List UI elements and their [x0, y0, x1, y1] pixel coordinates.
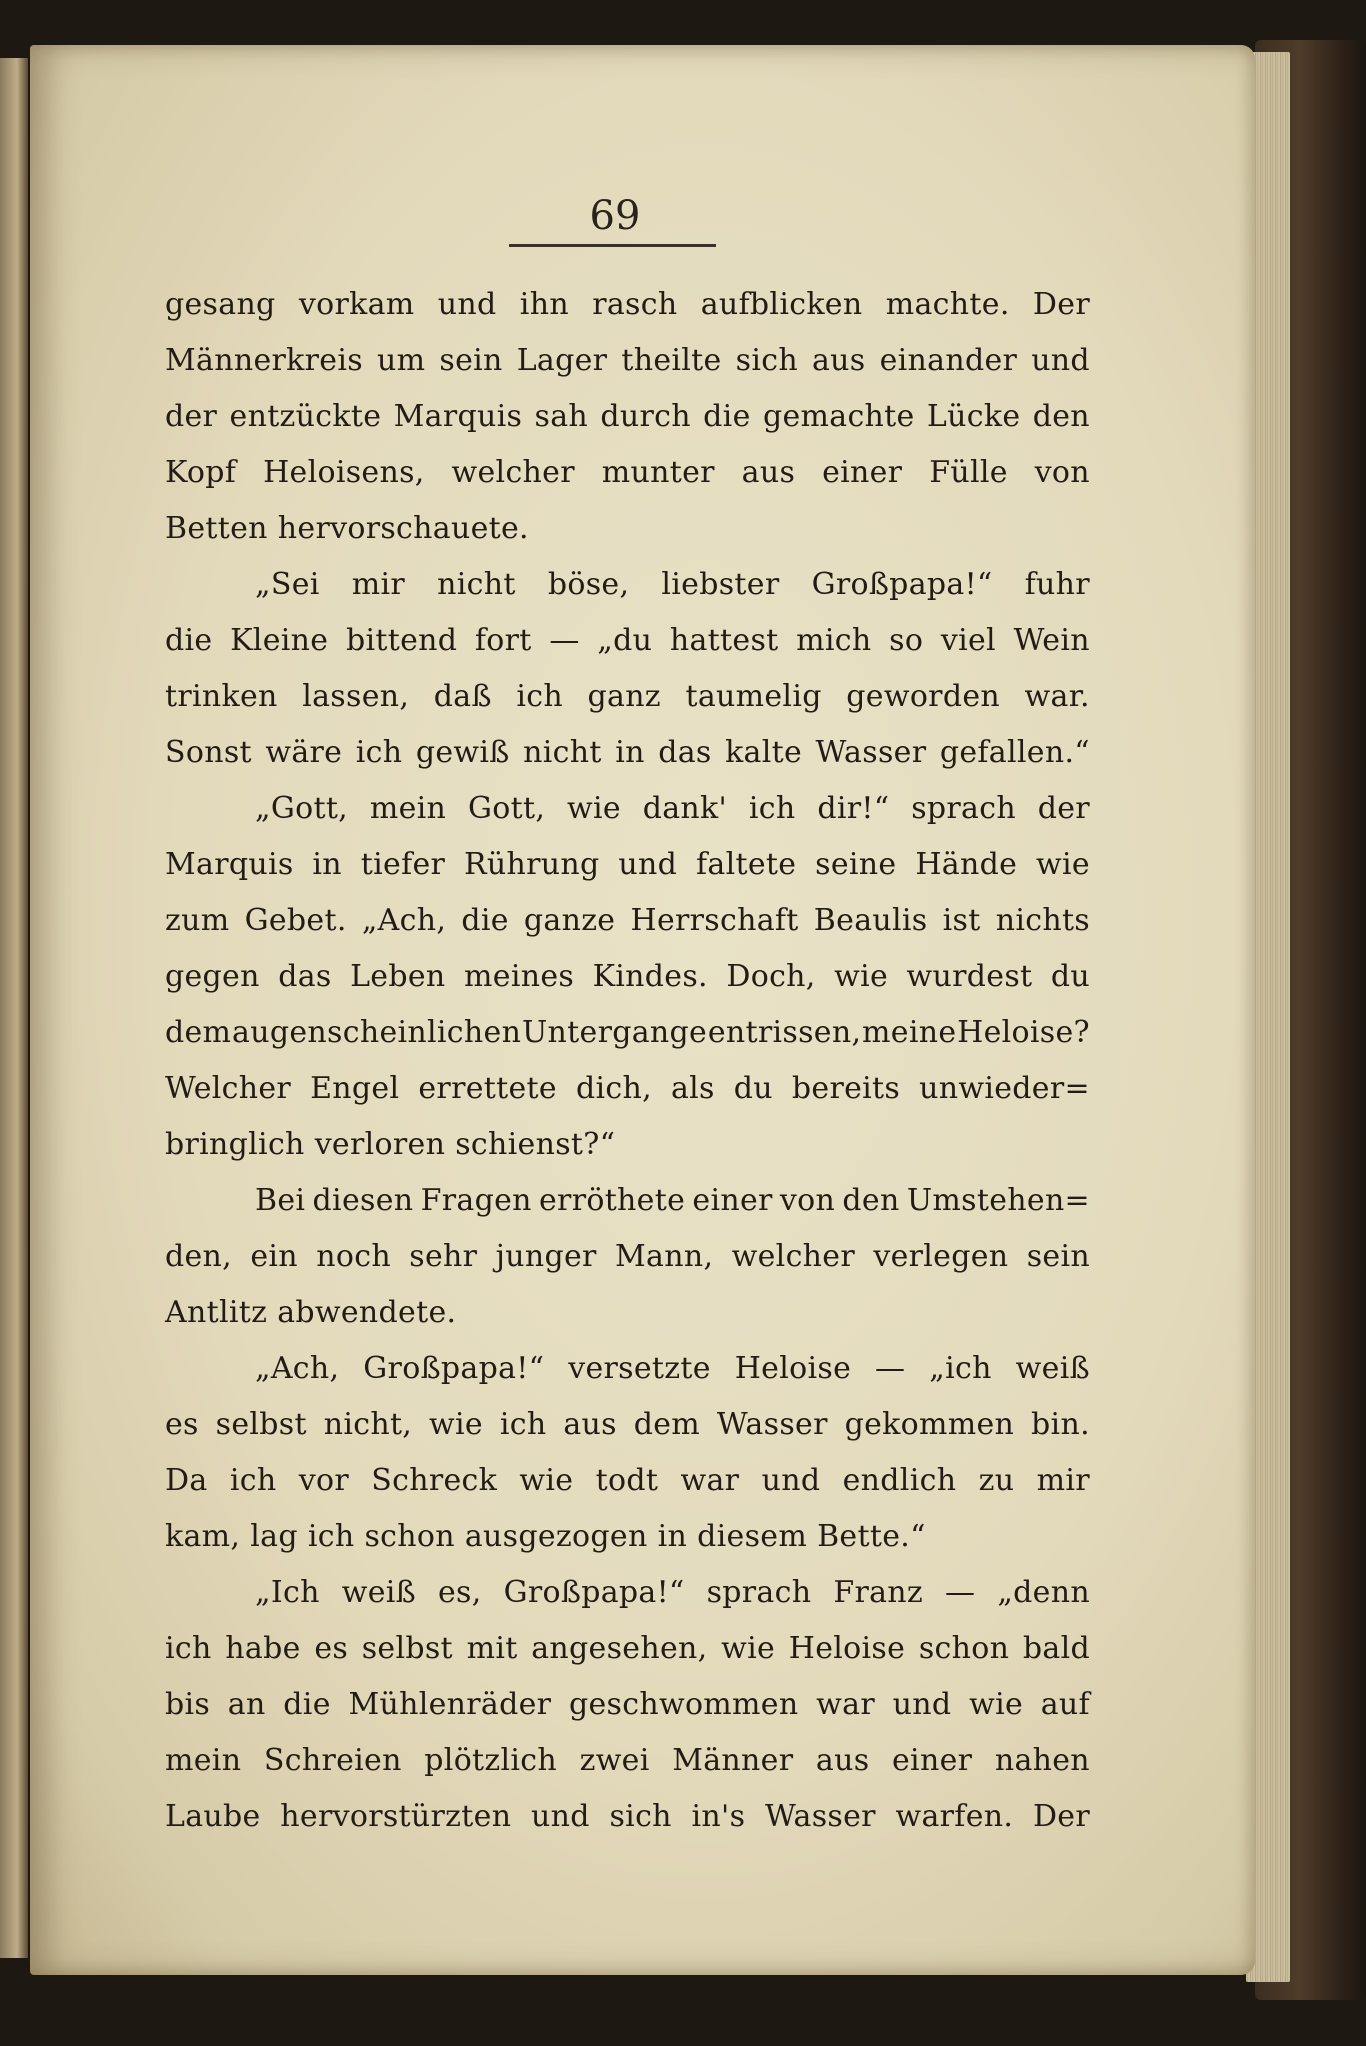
- word: aufblicken: [700, 287, 863, 322]
- word: mit: [466, 1631, 518, 1666]
- word: selbst: [215, 1407, 307, 1442]
- word: diesen: [312, 1183, 414, 1218]
- word: sprach: [911, 791, 1016, 826]
- word: mir: [1036, 1463, 1090, 1498]
- word: aus: [563, 1407, 617, 1442]
- word: gekommen: [844, 1407, 1015, 1442]
- word: Doch,: [726, 959, 816, 994]
- word: nichts: [995, 903, 1090, 938]
- word: sein: [1026, 1239, 1090, 1274]
- word: Der: [1032, 1799, 1090, 1834]
- word: Männerkreis: [165, 343, 363, 378]
- word: fuhr: [1024, 567, 1090, 602]
- word: Fülle: [929, 455, 1008, 490]
- word: Fragen: [420, 1183, 532, 1218]
- word: und: [531, 1799, 590, 1834]
- word: mein: [369, 791, 447, 826]
- word: nicht: [523, 735, 602, 770]
- word: Schreien: [263, 1743, 402, 1778]
- word: mein: [165, 1743, 242, 1778]
- word: lag: [250, 1519, 298, 1554]
- word: Herrschaft: [630, 903, 799, 938]
- word: liebster: [661, 567, 780, 602]
- word: die: [165, 623, 213, 658]
- word: wie: [429, 1407, 483, 1442]
- word: Hände: [915, 847, 1018, 882]
- text-line: [165, 1061, 1090, 1117]
- word: „ich: [929, 1351, 992, 1386]
- word: Großpapa!“: [811, 567, 993, 602]
- text-line: [165, 277, 1090, 333]
- text-line: [165, 501, 1090, 557]
- word: habe: [225, 1631, 301, 1666]
- word: Der: [1032, 287, 1090, 322]
- word: Kleine: [230, 623, 329, 658]
- word: munter: [601, 455, 715, 490]
- word: ich: [307, 1519, 355, 1554]
- word: in's: [691, 1799, 746, 1834]
- word: es: [314, 1631, 349, 1666]
- word: „Ach,: [255, 1351, 340, 1386]
- word: wie: [721, 1631, 776, 1666]
- word: in: [615, 735, 645, 770]
- word: von: [1034, 455, 1090, 490]
- word: Mühlenräder: [348, 1687, 552, 1722]
- word: taumelig: [685, 679, 822, 714]
- word: „denn: [997, 1575, 1090, 1610]
- text-line: [165, 1285, 1090, 1341]
- word: wie: [969, 1687, 1024, 1722]
- word: den: [842, 1183, 900, 1218]
- word: entzückte: [229, 399, 382, 434]
- word: todt: [595, 1463, 659, 1498]
- word: sein: [439, 343, 503, 378]
- word: um: [376, 343, 426, 378]
- word: versetzte: [568, 1351, 711, 1386]
- word: Kindes.: [592, 959, 708, 994]
- word: meine: [862, 1015, 957, 1050]
- text-line: [165, 949, 1090, 1005]
- word: auf: [1040, 1687, 1090, 1722]
- word: schon: [364, 1519, 455, 1554]
- word: unwieder=: [919, 1071, 1090, 1106]
- word: wie: [834, 959, 889, 994]
- word: junger: [495, 1239, 597, 1274]
- word: trinken: [165, 679, 278, 714]
- word: so: [889, 623, 924, 658]
- text-line: [165, 613, 1090, 669]
- word: war.: [1024, 679, 1090, 714]
- word: Wasser: [815, 735, 927, 770]
- page-number-rule: [509, 244, 716, 247]
- book-page: [30, 45, 1255, 1975]
- word: ich: [499, 1407, 547, 1442]
- word: „du: [597, 623, 653, 658]
- word: sich: [609, 1799, 672, 1834]
- word: einer: [892, 1743, 973, 1778]
- word: in: [312, 847, 342, 882]
- word: gegen: [165, 959, 260, 994]
- word: Umstehen=: [906, 1183, 1090, 1218]
- word: bin.: [1031, 1407, 1090, 1442]
- text-line: [165, 1453, 1090, 1509]
- word: —: [945, 1575, 976, 1610]
- word: verlegen: [873, 1239, 1009, 1274]
- word: theilte: [621, 343, 722, 378]
- word: wie: [519, 1463, 574, 1498]
- word: die: [283, 1687, 331, 1722]
- word: ich: [355, 735, 403, 770]
- word: Kopf: [165, 455, 237, 490]
- word: ich: [748, 791, 796, 826]
- word: dich,: [575, 1071, 652, 1106]
- word: bis: [165, 1687, 211, 1722]
- word: den,: [165, 1239, 233, 1274]
- word: Heloise: [734, 1351, 852, 1386]
- word: ich: [516, 679, 563, 714]
- word: nicht: [437, 567, 516, 602]
- word: gemachte: [762, 399, 915, 434]
- word: schon: [918, 1631, 1010, 1666]
- word: wurdest: [906, 959, 1033, 994]
- word: hattest: [669, 623, 779, 658]
- word: ist: [942, 903, 981, 938]
- word: Heloise: [788, 1631, 906, 1666]
- word: du: [733, 1071, 773, 1106]
- word: vorkam: [298, 287, 415, 322]
- text-line: [165, 557, 1090, 613]
- word: aus: [812, 343, 866, 378]
- word: in: [657, 1519, 688, 1554]
- word: entrissen,: [707, 1015, 862, 1050]
- word: dank': [642, 791, 728, 826]
- word: fort: [474, 623, 532, 658]
- word: dir!“: [817, 791, 890, 826]
- word: von: [779, 1183, 836, 1218]
- word: es: [165, 1407, 199, 1442]
- word: verloren: [314, 1127, 446, 1162]
- word: Marquis: [165, 847, 294, 882]
- word: aus: [815, 1743, 870, 1778]
- word: ganze: [523, 903, 616, 938]
- word: nahen: [994, 1743, 1090, 1778]
- word: Franz: [833, 1575, 923, 1610]
- word: „Gott,: [255, 791, 349, 826]
- word: rasch: [592, 287, 678, 322]
- text-line: [165, 1621, 1090, 1677]
- word: mich: [796, 623, 872, 658]
- word: lassen,: [302, 679, 410, 714]
- word: abwendete.: [277, 1295, 457, 1330]
- text-line: [165, 1509, 1090, 1565]
- word: schienst?“: [455, 1127, 616, 1162]
- word: an: [227, 1687, 266, 1722]
- text-line: [165, 1005, 1090, 1061]
- word: endlich: [842, 1463, 957, 1498]
- word: Großpapa!“: [503, 1575, 685, 1610]
- word: böse,: [547, 567, 630, 602]
- word: sprach: [706, 1575, 812, 1610]
- word: war: [680, 1463, 740, 1498]
- word: Engel: [310, 1071, 400, 1106]
- word: geschwommen: [568, 1687, 799, 1722]
- word: ich: [229, 1463, 277, 1498]
- text-line: [165, 1733, 1090, 1789]
- word: Heloise?: [957, 1015, 1090, 1050]
- word: plötzlich: [424, 1743, 558, 1778]
- word: ich: [165, 1631, 212, 1666]
- text-line: [165, 1397, 1090, 1453]
- word: diesem: [697, 1519, 808, 1554]
- text-line: [165, 333, 1090, 389]
- word: Marquis: [393, 399, 523, 434]
- body-text: [165, 277, 1090, 1845]
- word: und: [437, 287, 497, 322]
- word: daß: [433, 679, 492, 714]
- word: angesehen,: [531, 1631, 708, 1666]
- word: Da: [165, 1463, 208, 1498]
- word: Bette.“: [817, 1519, 926, 1554]
- word: Beaulis: [813, 903, 928, 938]
- word: noch: [316, 1239, 391, 1274]
- word: hervorstürzten: [280, 1799, 512, 1834]
- word: Rührung: [464, 847, 600, 882]
- word: sich: [735, 343, 798, 378]
- word: faltete: [696, 847, 797, 882]
- word: zum: [165, 903, 230, 938]
- word: seine: [815, 847, 897, 882]
- word: Gott,: [467, 791, 546, 826]
- text-line: [165, 1117, 1090, 1173]
- word: sah: [534, 399, 589, 434]
- word: Wein: [1013, 623, 1090, 658]
- text-line: [165, 1341, 1090, 1397]
- word: Lager: [516, 343, 608, 378]
- word: das: [278, 959, 332, 994]
- word: du: [1050, 959, 1090, 994]
- word: „Sei: [255, 567, 320, 602]
- word: kam,: [165, 1519, 241, 1554]
- word: Sonst: [165, 735, 252, 770]
- text-line: [165, 669, 1090, 725]
- word: Welcher: [165, 1071, 292, 1106]
- word: gefallen.“: [939, 735, 1090, 770]
- word: errettete: [418, 1071, 557, 1106]
- word: bringlich: [165, 1127, 305, 1162]
- text-line: [165, 1173, 1090, 1229]
- word: nicht,: [323, 1407, 413, 1442]
- word: augenscheinlichen: [232, 1015, 522, 1050]
- text-line: [165, 1565, 1090, 1621]
- word: vor: [298, 1463, 349, 1498]
- word: Heloisens,: [263, 455, 425, 490]
- word: durch: [600, 399, 691, 434]
- word: der: [165, 399, 218, 434]
- word: welcher: [451, 455, 575, 490]
- text-line: [165, 389, 1090, 445]
- word: war: [816, 1687, 875, 1722]
- word: Leben: [350, 959, 446, 994]
- word: gewiß: [415, 735, 510, 770]
- word: den: [1032, 399, 1090, 434]
- word: einer: [692, 1183, 773, 1218]
- word: geworden: [846, 679, 1000, 714]
- word: einer: [822, 455, 903, 490]
- word: sehr: [409, 1239, 478, 1274]
- word: einander: [879, 343, 1018, 378]
- word: kalte: [725, 735, 803, 770]
- word: ihn: [519, 287, 569, 322]
- word: viel: [940, 623, 996, 658]
- word: —: [549, 623, 580, 658]
- word: Wasser: [716, 1407, 828, 1442]
- text-line: [165, 837, 1090, 893]
- word: tiefer: [360, 847, 446, 882]
- word: bittend: [345, 623, 458, 658]
- word: die: [461, 903, 509, 938]
- word: weiß: [1015, 1351, 1090, 1386]
- word: der: [1037, 791, 1090, 826]
- word: als: [670, 1071, 715, 1106]
- text-line: [165, 1789, 1090, 1845]
- text-line: [165, 1229, 1090, 1285]
- text-line: [165, 781, 1090, 837]
- word: Mann,: [615, 1239, 714, 1274]
- word: weiß: [341, 1575, 416, 1610]
- word: Laube: [165, 1799, 261, 1834]
- word: welcher: [731, 1239, 855, 1274]
- word: dem: [633, 1407, 701, 1442]
- word: Großpapa!“: [363, 1351, 545, 1386]
- word: das: [658, 735, 712, 770]
- word: bald: [1022, 1631, 1090, 1666]
- word: selbst: [361, 1631, 453, 1666]
- word: ausgezogen: [464, 1519, 648, 1554]
- word: wäre: [265, 735, 343, 770]
- word: aus: [741, 455, 796, 490]
- word: Gebet.: [244, 903, 347, 938]
- word: und: [1031, 343, 1090, 378]
- word: Wasser: [764, 1799, 876, 1834]
- word: wie: [1036, 847, 1090, 882]
- word: dem: [165, 1015, 232, 1050]
- word: und: [618, 847, 678, 882]
- word: „Ach,: [361, 903, 447, 938]
- word: „Ich: [255, 1575, 320, 1610]
- word: warfen.: [895, 1799, 1014, 1834]
- word: zwei: [579, 1743, 650, 1778]
- word: Antlitz: [165, 1295, 268, 1330]
- word: hervorschauete.: [277, 511, 529, 546]
- word: bereits: [791, 1071, 901, 1106]
- word: machte.: [885, 287, 1010, 322]
- word: Betten: [165, 511, 268, 546]
- word: gesang: [165, 287, 276, 322]
- word: —: [875, 1351, 906, 1386]
- word: erröthete: [539, 1183, 686, 1218]
- word: mir: [351, 567, 406, 602]
- word: und: [761, 1463, 821, 1498]
- word: Bei: [255, 1183, 306, 1218]
- word: Untergange: [521, 1015, 708, 1050]
- text-line: [165, 893, 1090, 949]
- word: die: [703, 399, 751, 434]
- word: ein: [250, 1239, 298, 1274]
- word: es,: [438, 1575, 482, 1610]
- word: zu: [978, 1463, 1015, 1498]
- word: wie: [566, 791, 621, 826]
- word: Männer: [672, 1743, 794, 1778]
- word: ganz: [587, 679, 661, 714]
- text-line: [165, 1677, 1090, 1733]
- previous-page-edge: [0, 58, 28, 1958]
- page-number: 69: [589, 193, 641, 239]
- word: Schreck: [371, 1463, 498, 1498]
- text-line: [165, 445, 1090, 501]
- word: Lücke: [926, 399, 1021, 434]
- text-line: [165, 725, 1090, 781]
- word: und: [892, 1687, 952, 1722]
- word: meines: [464, 959, 575, 994]
